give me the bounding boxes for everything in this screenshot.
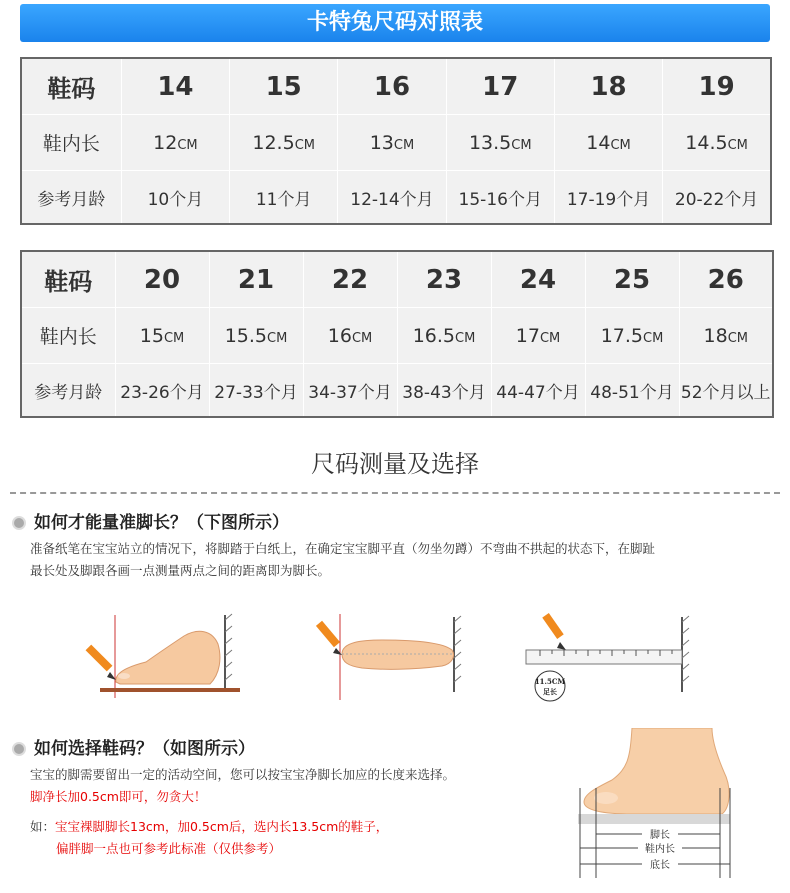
size-row: [21, 58, 771, 115]
bullet-icon: [12, 516, 26, 530]
size-table-2: [20, 250, 774, 418]
length-unit: CM: [393, 137, 415, 153]
banner-title: 卡特兔尺码对照表: [306, 10, 483, 35]
size-cell: 18: [554, 58, 662, 115]
length-value: 13: [369, 131, 394, 154]
age-cell: 11个月: [230, 171, 338, 225]
label-sole-length: 底长: [650, 860, 670, 871]
length-unit: CM: [727, 137, 748, 153]
measure-line-2: 最长处及脚跟各画一点测量两点之间的距离即为脚长。: [30, 563, 331, 578]
length-cell: [663, 115, 771, 171]
label-foot-length: 脚长: [650, 830, 670, 841]
length-value: 17: [515, 324, 540, 347]
length-value: 17.5: [600, 324, 643, 347]
example-line-1: 宝宝裸脚脚长13cm，加0.5cm后，选内长13.5cm的鞋子，: [55, 819, 389, 834]
choose-example: [30, 816, 388, 860]
age-cell: 15-16个月: [446, 171, 554, 225]
section-title: 尺码测量及选择: [311, 450, 479, 478]
length-cell: [115, 308, 209, 364]
length-cell: [446, 115, 554, 171]
measure-question-text: 如何才能量准脚长？（下图所示）: [34, 513, 289, 533]
foot-top-illustration: [312, 612, 472, 702]
length-cell: [491, 308, 585, 364]
size-cell: 22: [303, 251, 397, 308]
size-cell: 25: [585, 251, 679, 308]
age-cell: 48-51个月: [585, 364, 679, 418]
length-value: 12.5: [252, 131, 295, 154]
size-cell: 19: [663, 58, 771, 115]
measurement-badge: [535, 671, 565, 701]
length-cell: [554, 115, 662, 171]
length-unit: CM: [643, 330, 664, 346]
age-cell: 52个月以上: [679, 364, 773, 418]
size-table-1: [20, 57, 772, 225]
length-value: 16.5: [412, 324, 455, 347]
length-cell: [121, 115, 229, 171]
example-prefix: 如：: [30, 819, 56, 834]
measure-question: [12, 508, 289, 533]
length-value: 12: [153, 131, 178, 154]
age-cell: 12-14个月: [338, 171, 446, 225]
length-unit: CM: [294, 137, 315, 153]
row-label-age: 参考月龄: [21, 171, 121, 225]
length-unit: CM: [727, 330, 748, 346]
length-unit: CM: [455, 330, 476, 346]
ruler-illustration: [520, 612, 700, 704]
choose-instructions: [30, 764, 455, 808]
length-value: 14.5: [685, 131, 728, 154]
length-cell: [585, 308, 679, 364]
age-row: [21, 364, 773, 418]
length-value: 14: [586, 131, 611, 154]
size-cell: 17: [446, 58, 554, 115]
size-cell: 24: [491, 251, 585, 308]
length-unit: CM: [539, 330, 561, 346]
length-unit: CM: [610, 137, 631, 153]
age-row: [21, 171, 771, 225]
age-cell: 17-19个月: [554, 171, 662, 225]
age-cell: 34-37个月: [303, 364, 397, 418]
divider: [10, 492, 780, 494]
choose-line-2: 脚净长加0.5cm即可，勿贪大！: [30, 789, 207, 804]
measure-line-1: 准备纸笔在宝宝站立的情况下，将脚踏于白纸上，在确定宝宝脚平直（勿坐勿蹲）不弯曲不拱起的状态下，在脚趾: [30, 541, 656, 556]
age-cell: 44-47个月: [491, 364, 585, 418]
choose-question: [12, 734, 255, 759]
pencil-icon: [316, 621, 342, 655]
row-label-age: 参考月龄: [21, 364, 115, 418]
age-cell: 20-22个月: [663, 171, 771, 225]
length-cell: [338, 115, 446, 171]
choose-question-text: 如何选择鞋码？（如图所示）: [34, 739, 255, 759]
size-cell: 23: [397, 251, 491, 308]
size-cell: 26: [679, 251, 773, 308]
row-label-length: 鞋内长: [21, 308, 115, 364]
size-cell: 20: [115, 251, 209, 308]
shoe-size-diagram: [572, 728, 740, 888]
length-unit: CM: [267, 330, 288, 346]
length-value: 13.5: [468, 131, 512, 154]
size-cell: 15: [230, 58, 338, 115]
choose-line-1: 宝宝的脚需要留出一定的活动空间，您可以按宝宝净脚长加应的长度来选择。: [30, 767, 456, 782]
age-cell: 23-26个月: [115, 364, 209, 418]
length-cell: [303, 308, 397, 364]
size-cell: 14: [121, 58, 229, 115]
size-cell: 16: [338, 58, 446, 115]
measure-instructions: [30, 538, 655, 582]
badge-label: 足长: [543, 687, 557, 696]
pencil-icon: [86, 645, 116, 680]
foot-side-illustration: [80, 610, 250, 700]
length-unit: CM: [351, 330, 373, 346]
length-cell: [397, 308, 491, 364]
length-value: 18: [703, 324, 728, 347]
row-label-size: 鞋码: [21, 58, 121, 115]
length-unit: CM: [177, 137, 198, 153]
age-cell: 38-43个月: [397, 364, 491, 418]
length-value: 16: [327, 324, 352, 347]
pencil-icon: [542, 613, 566, 650]
length-unit: CM: [511, 137, 532, 153]
length-row: [21, 115, 771, 171]
label-inner-length: 鞋内长: [645, 844, 675, 855]
size-row: [21, 251, 773, 308]
age-cell: 27-33个月: [209, 364, 303, 418]
size-cell: 21: [209, 251, 303, 308]
length-cell: [209, 308, 303, 364]
example-line-2: 偏胖脚一点也可参考此标准（仅供参考）: [56, 841, 282, 856]
length-row: [21, 308, 773, 364]
length-value: 15: [139, 324, 164, 347]
age-cell: 10个月: [121, 171, 229, 225]
badge-value: 11.5CM: [534, 677, 566, 686]
length-value: 15.5: [224, 324, 267, 347]
row-label-size: 鞋码: [21, 251, 115, 308]
length-unit: CM: [163, 330, 185, 346]
row-label-length: 鞋内长: [21, 115, 121, 171]
length-cell: [230, 115, 338, 171]
bullet-icon: [12, 742, 26, 756]
length-cell: [679, 308, 773, 364]
title-banner: [20, 4, 770, 42]
